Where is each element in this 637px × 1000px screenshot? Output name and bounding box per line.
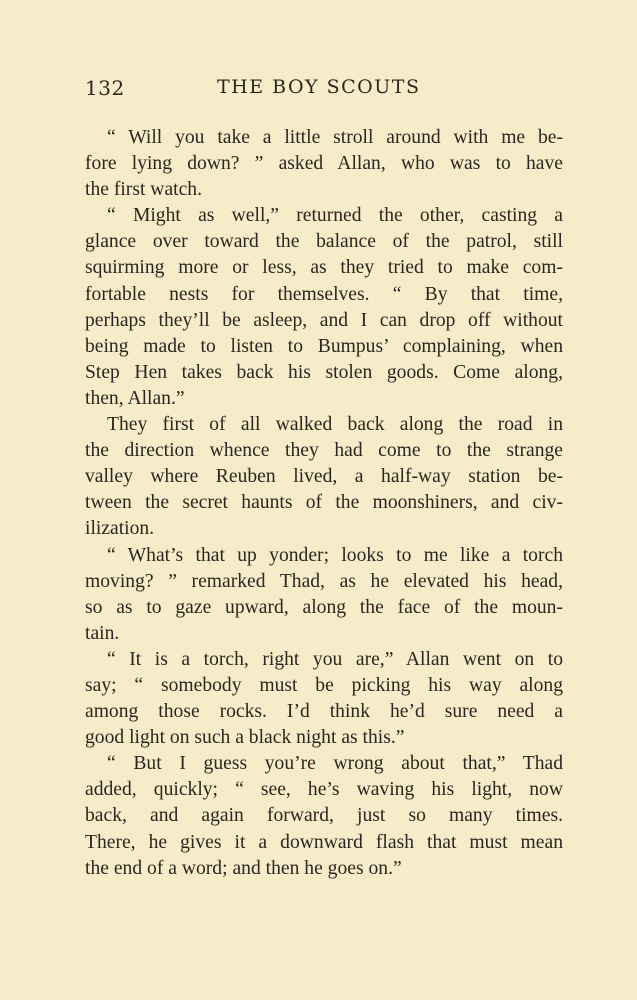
text-line: There, he gives it a downward flash that must mean	[85, 831, 563, 853]
text-line: moving? ” remarked Thad, as he elevated his head,	[85, 570, 563, 592]
text-line: Step Hen takes back his stolen goods. Come along,	[85, 361, 563, 383]
text-line: “ What’s that up yonder; looks to me like a torch	[107, 544, 563, 566]
text-line: tain.	[85, 622, 120, 644]
text-line: back, and again forward, just so many times.	[85, 805, 563, 827]
text-line: fore lying down? ” asked Allan, who was to have	[85, 153, 563, 175]
text-line: say; “ somebody must be picking his way along	[85, 674, 563, 696]
text-line: perhaps they’ll be asleep, and I can drop off without	[85, 309, 563, 331]
text-line: ilization.	[85, 518, 155, 540]
running-title: THE BOY SCOUTS	[217, 76, 421, 98]
text-line: among those rocks. I’d think he’d sure need a	[85, 701, 563, 723]
text-line: They first of all walked back along the road in	[107, 414, 563, 436]
page-header	[85, 76, 563, 106]
text-line: being made to listen to Bumpus’ complaining, when	[85, 335, 563, 357]
text-line: “ Might as well,” returned the other, casting a	[107, 205, 563, 227]
text-line: then, Allan.”	[85, 387, 185, 409]
text-line: added, quickly; “ see, he’s waving his light, now	[85, 779, 563, 801]
text-line: glance over toward the balance of the patrol, still	[85, 231, 563, 253]
page-number: 132	[85, 76, 125, 100]
text-line: “ It is a torch, right you are,” Allan went on to	[107, 648, 563, 670]
text-line: fortable nests for themselves. “ By that time,	[85, 283, 563, 305]
text-line: the end of a word; and then he goes on.”	[85, 857, 402, 879]
text-line: the direction whence they had come to the strange	[85, 440, 563, 462]
text-line: good light on such a black night as this.”	[85, 727, 405, 749]
body-text	[85, 125, 563, 882]
text-line: squirming more or less, as they tried to make com-	[85, 257, 563, 279]
text-line: valley where Reuben lived, a half-way station be-	[85, 466, 563, 488]
text-line: so as to gaze upward, along the face of the moun-	[85, 596, 563, 618]
text-line: tween the secret haunts of the moonshiners, and civ-	[85, 492, 563, 514]
text-line: “ But I guess you’re wrong about that,” Thad	[107, 753, 563, 775]
text-line: “ Will you take a little stroll around with me be-	[107, 127, 563, 148]
text-line: the first watch.	[85, 179, 202, 201]
